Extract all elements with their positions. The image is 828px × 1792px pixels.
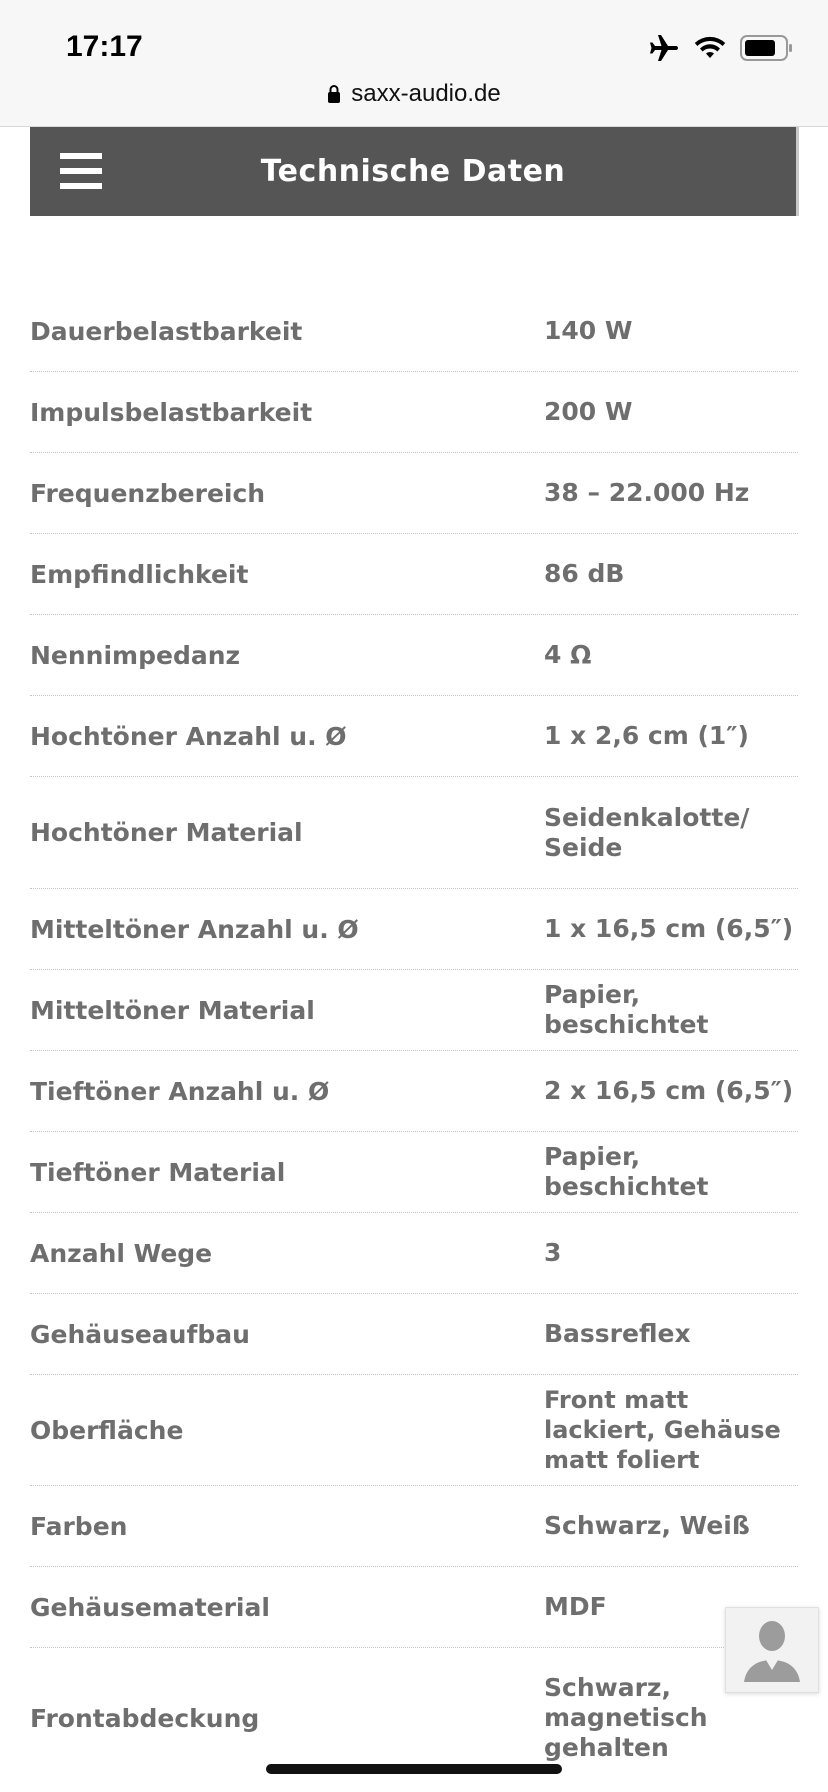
spec-row [30,1213,798,1294]
spec-label: Mitteltöner Anzahl u. Ø [30,914,359,944]
spec-value: Bassreflex [544,1319,691,1348]
spec-label: Anzahl Wege [30,1238,213,1268]
spec-label: Gehäuseaufbau [30,1319,250,1349]
spec-value: 38 – 22.000 Hz [544,478,750,507]
spec-label: Frontabdeckung [30,1703,260,1733]
spec-label: Impulsbelastbarkeit [30,397,313,427]
spec-row [30,1375,798,1486]
spec-label: Tieftöner Anzahl u. Ø [30,1076,330,1106]
spec-row [30,372,798,453]
spec-row [30,696,798,777]
spec-row [30,970,798,1051]
spec-value: 140 W [544,316,633,345]
spec-value: 2 x 16,5 cm (6,5″) [544,1076,794,1105]
spec-label: Nennimpedanz [30,640,241,670]
spec-row [30,453,798,534]
spec-label: Frequenzbereich [30,478,266,508]
url-text: saxx-audio.de [351,80,501,107]
url-bar[interactable] [0,80,828,108]
spec-value: Front matt lackiert, Gehäuse matt foliert [544,1386,781,1474]
status-time: 17:17 [66,30,143,63]
spec-value: Papier, beschichtet [544,1142,709,1201]
spec-label: Hochtöner Anzahl u. Ø [30,721,347,751]
spec-value: 3 [544,1238,562,1267]
airplane-icon [648,34,680,62]
battery-icon [740,35,794,61]
spec-label: Dauerbelastbarkeit [30,316,303,346]
spec-row [30,1132,798,1213]
spec-row [30,1567,798,1648]
spec-value: 200 W [544,397,633,426]
page-title: Technische Daten [260,154,566,189]
spec-value: 1 x 16,5 cm (6,5″) [544,914,794,943]
spec-row [30,1294,798,1375]
spec-label: Oberfläche [30,1415,184,1445]
user-avatar-icon [726,1608,818,1692]
spec-value: 1 x 2,6 cm (1″) [544,721,749,750]
spec-value: 86 dB [544,559,625,588]
support-chat-button[interactable] [725,1607,819,1693]
spec-label: Tieftöner Material [30,1157,286,1187]
spec-row [30,291,798,372]
wifi-icon [694,36,726,60]
spec-label: Mitteltöner Material [30,995,315,1025]
spec-row [30,1051,798,1132]
spec-table [30,291,798,1788]
spec-row [30,615,798,696]
spec-value: Schwarz, magnetisch gehalten [544,1673,708,1762]
status-icons [648,34,794,62]
spec-value: Papier, beschichtet [544,980,709,1039]
spec-value: MDF [544,1592,607,1621]
home-indicator [266,1764,562,1774]
lock-icon [327,84,341,104]
spec-row [30,889,798,970]
spec-label: Farben [30,1511,128,1541]
spec-row [30,1486,798,1567]
spec-value: 4 Ω [544,640,592,669]
spec-value: Seidenkalotte/ Seide [544,802,750,862]
spec-row [30,534,798,615]
spec-row [30,777,798,889]
status-bar [0,0,828,127]
spec-label: Gehäusematerial [30,1592,270,1622]
spec-label: Hochtöner Material [30,818,303,847]
page-header [30,127,799,216]
spec-value: Schwarz, Weiß [544,1511,750,1540]
spec-label: Empfindlichkeit [30,559,249,589]
